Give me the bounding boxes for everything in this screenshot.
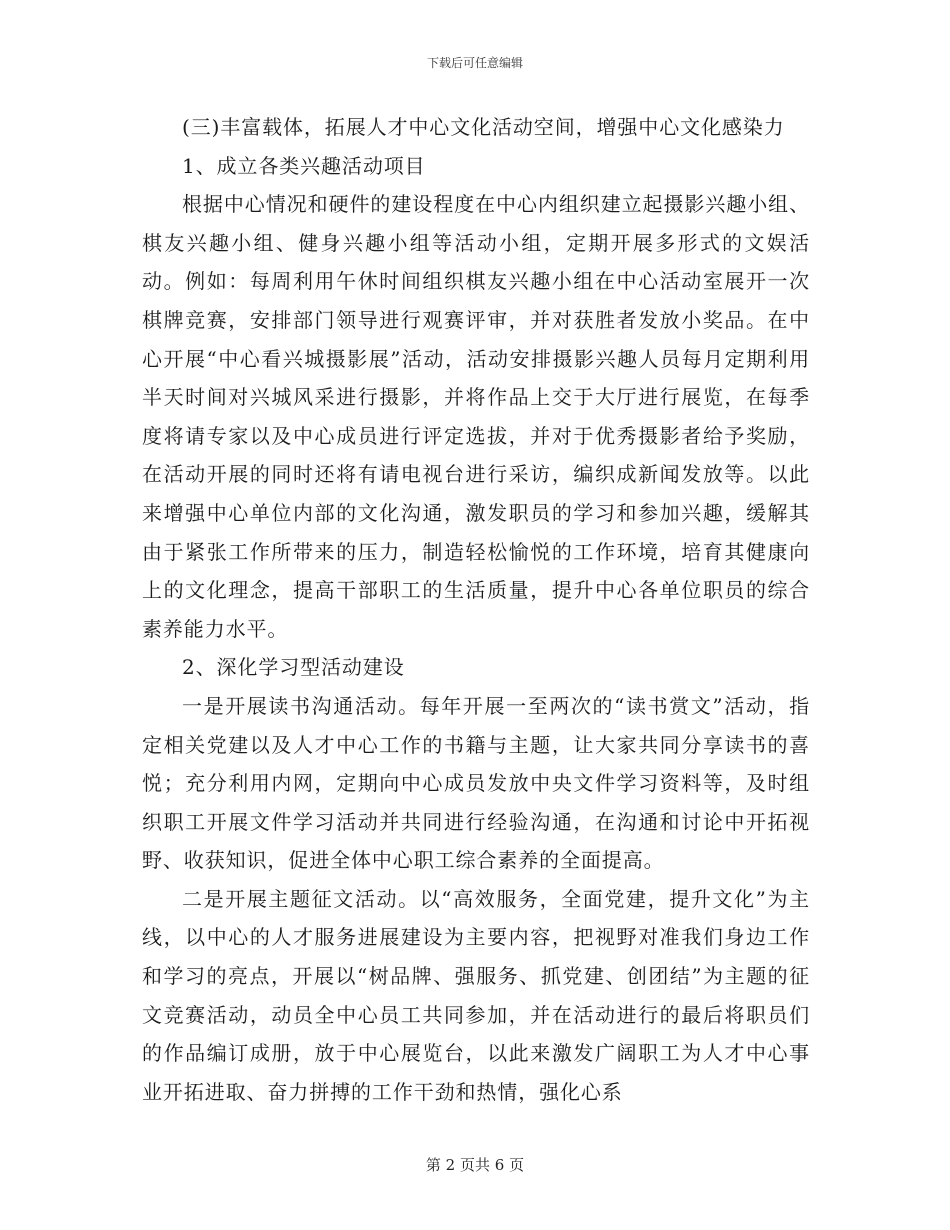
page-header: 下载后可任意编辑 [426,56,523,70]
paragraph: 二是开展主题征文活动。以“高效服务，全面党建，提升文化”为主线，以中心的人才服务进展建设为主要内容，把视野对准我们身边工作和学习的亮点，开展以“树品牌、强服务、抓党建、创团结”为主题的征文竞赛活动，动员全中心员工共同参加，并在活动进行的最后将职员们的作品编订成册，放于中心展览台，以此来激发广阔职工为人才中心事业开拓进取、奋力拼搏的工作干劲和热情，强化心系 [142,886,810,1104]
paragraph: 根据中心情况和硬件的建设程度在中心内组织建立起摄影兴趣小组、棋友兴趣小组、健身兴趣小组等活动小组，定期开展多形式的文娱活动。例如：每周利用午休时间组织棋友兴趣小组在中心活动室展开一次棋牌竞赛，安排部门领导进行观赛评审，并对获胜者发放小奖品。在中心开展“中心看兴城摄影展”活动，活动安排摄影兴趣人员每月定期利用半天时间对兴城风采进行摄影，并将作品上交于大厅进行展览，在每季度将请专家以及中心成员进行评定选拔，并对于优秀摄影者给予奖励，在活动开展的同时还将有请电视台进行采访，编织成新闻发放等。以此来增强中心单位内部的文化沟通，激发职员的学习和参加兴趣，缓解其由于紧张工作所带来的压力，制造轻松愉悦的工作环境，培育其健康向上的文化理念，提高干部职工的生活质量，提升中心各单位职员的综合素养能力水平。 [142,192,810,641]
page-footer: 第 2 页共 6 页 [425,1156,525,1174]
paragraph: 一是开展读书沟通活动。每年开展一至两次的“读书赏文”活动，指定相关党建以及人才中心工作的书籍与主题，让大家共同分享读书的喜悦；充分利用内网，定期向中心成员发放中央文件学习资料等，及时组织职工开展文件学习活动并共同进行经验沟通，在沟通和讨论中开拓视野、收获知识，促进全体中心职工综合素养的全面提高。 [142,693,810,873]
document-body [142,108,810,1111]
section-heading: (三)丰富载体，拓展人才中心文化活动空间，增强中心文化感染力 [182,115,785,139]
subsection-heading-2: 2、深化学习型活动建设 [182,655,405,680]
subsection-heading-1: 1、成立各类兴趣活动项目 [182,153,426,178]
